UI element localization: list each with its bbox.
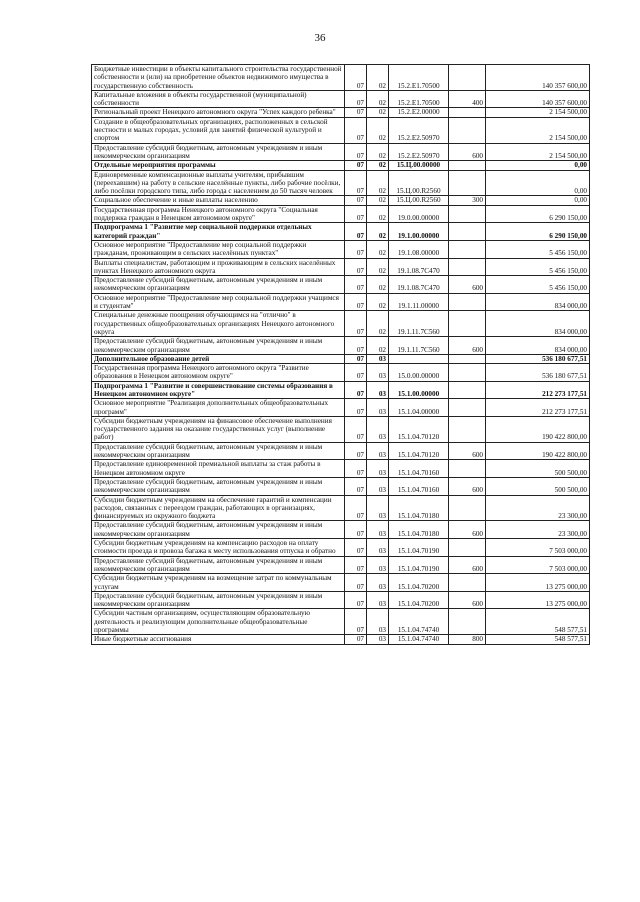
subsection-cell: 02 [367,293,389,311]
target-article-cell: 19.1.08.7С470 [389,258,449,276]
row-name-cell: Предоставление субсидий бюджетным, автономным учреждениям и иным некоммерческим организациям [92,337,345,355]
target-article-cell: 15.1.04.70200 [389,591,449,609]
section-cell: 07 [345,293,367,311]
table-row [92,205,590,223]
table-row [92,311,590,337]
amount-cell: 6 290 150,00 [486,205,590,223]
target-article-cell: 15.Ц.00.R2560 [389,170,449,196]
expense-type-cell: 600 [449,143,486,161]
expense-type-cell [449,117,486,143]
expense-type-cell: 600 [449,591,486,609]
row-name-cell: Специальные денежные поощрения обучающимся на "отлично" в государственных общеобразовательных организациях Ненецкого автономного округа [92,311,345,337]
table-row [92,521,590,539]
expense-type-cell: 600 [449,276,486,294]
section-cell: 07 [345,399,367,417]
amount-cell: 5 456 150,00 [486,240,590,258]
subsection-cell: 02 [367,240,389,258]
table-row [92,65,590,91]
amount-cell: 7 503 000,00 [486,539,590,557]
target-article-cell: 15.2.Е2.50970 [389,143,449,161]
row-name-cell: Предоставление единовременной премиальной выплаты за стаж работы в Ненецком автономном округе [92,460,345,478]
subsection-cell: 03 [367,364,389,382]
table-row [92,258,590,276]
expense-type-cell: 600 [449,337,486,355]
amount-cell: 6 290 150,00 [486,223,590,241]
target-article-cell: 15.Ц.00.00000 [389,161,449,170]
subsection-cell: 03 [367,354,389,363]
expense-type-cell: 800 [449,635,486,644]
subsection-cell: 02 [367,311,389,337]
expense-type-cell [449,240,486,258]
amount-cell: 2 154 500,00 [486,143,590,161]
section-cell: 07 [345,460,367,478]
expense-type-cell [449,460,486,478]
section-cell: 07 [345,276,367,294]
expense-type-cell: 300 [449,196,486,205]
section-cell: 07 [345,196,367,205]
row-name-cell: Субсидии бюджетным учреждениям на финансовое обеспечение выполнения государственного задания на оказание государственных услуг (выполнение работ) [92,416,345,442]
target-article-cell: 15.1.04.70180 [389,521,449,539]
amount-cell: 536 180 677,51 [486,354,590,363]
amount-cell: 0,00 [486,161,590,170]
section-cell: 07 [345,205,367,223]
target-article-cell: 15.1.04.70190 [389,539,449,557]
target-article-cell: 19.1.08.7С470 [389,276,449,294]
table-row [92,293,590,311]
row-name-cell: Основное мероприятие "Предоставление мер социальной поддержки гражданам, проживающим в сельских населённых пунктах" [92,240,345,258]
table-row [92,574,590,592]
expense-type-cell: 600 [449,477,486,495]
section-cell: 07 [345,337,367,355]
amount-cell: 23 300,00 [486,495,590,521]
section-cell: 07 [345,90,367,108]
section-cell: 07 [345,539,367,557]
expense-type-cell [449,416,486,442]
target-article-cell: 19.0.00.00000 [389,205,449,223]
section-cell: 07 [345,143,367,161]
subsection-cell: 03 [367,556,389,574]
subsection-cell: 02 [367,258,389,276]
section-cell: 07 [345,161,367,170]
target-article-cell: 19.1.11.7С560 [389,311,449,337]
amount-cell: 2 154 500,00 [486,117,590,143]
table-row [92,609,590,635]
section-cell: 07 [345,223,367,241]
table-row [92,460,590,478]
row-name-cell: Региональный проект Ненецкого автономного округа "Успех каждого ребенка" [92,108,345,117]
target-article-cell: 19.1.11.7С560 [389,337,449,355]
row-name-cell: Бюджетные инвестиции в объекты капитального строительства государственной собственности и (или) на приобретение объектов недвижимого имущества в государственную собственность [92,65,345,91]
table-row [92,381,590,399]
expense-type-cell [449,354,486,363]
expense-type-cell [449,381,486,399]
table-row [92,354,590,363]
subsection-cell: 03 [367,539,389,557]
section-cell: 07 [345,364,367,382]
target-article-cell: 15.1.04.70190 [389,556,449,574]
subsection-cell: 03 [367,591,389,609]
section-cell: 07 [345,381,367,399]
amount-cell: 536 180 677,51 [486,364,590,382]
section-cell: 07 [345,574,367,592]
section-cell: 07 [345,556,367,574]
expense-type-cell [449,609,486,635]
row-name-cell: Создание в общеобразовательных организациях, расположенных в сельской местности и малых городах, условий для занятий физической культурой и спортом [92,117,345,143]
expense-type-cell [449,65,486,91]
target-article-cell: 19.1.08.00000 [389,240,449,258]
amount-cell: 190 422 800,00 [486,416,590,442]
amount-cell: 140 357 600,00 [486,90,590,108]
expense-type-cell: 600 [449,442,486,460]
row-name-cell: Основное мероприятие "Предоставление мер социальной поддержки учащимся и студентам" [92,293,345,311]
row-name-cell: Единовременные компенсационные выплаты учителям, прибывшим (переехавшим) на работу в сельские населённые пункты, либо рабочие посёлки, либо посёлки городского типа, либо города с населением до 50 тысяч человек [92,170,345,196]
subsection-cell: 02 [367,196,389,205]
row-name-cell: Субсидии бюджетным учреждениям на компенсацию расходов на оплату стоимости проезда и провоза багажа к месту использования отпуска и обратно [92,539,345,557]
row-name-cell: Выплаты специалистам, работающим и проживающим в сельских населённых пунктах Ненецкого автономного округа [92,258,345,276]
row-name-cell: Капитальные вложения в объекты государственной (муниципальной) собственности [92,90,345,108]
table-row [92,556,590,574]
amount-cell: 548 577,51 [486,635,590,644]
table-row [92,223,590,241]
target-article-cell: 15.1.04.70180 [389,495,449,521]
target-article-cell: 15.1.04.70120 [389,442,449,460]
subsection-cell: 02 [367,223,389,241]
section-cell: 07 [345,240,367,258]
section-cell: 07 [345,258,367,276]
table-row [92,539,590,557]
amount-cell: 13 275 000,00 [486,591,590,609]
target-article-cell: 15.1.04.70160 [389,460,449,478]
budget-table [91,64,590,645]
row-name-cell: Предоставление субсидий бюджетным, автономным учреждениям и иным некоммерческим организациям [92,591,345,609]
section-cell: 07 [345,442,367,460]
table-row [92,416,590,442]
subsection-cell: 03 [367,521,389,539]
section-cell: 07 [345,117,367,143]
table-row [92,477,590,495]
subsection-cell: 02 [367,65,389,91]
target-article-cell: 15.1.04.70120 [389,416,449,442]
subsection-cell: 03 [367,574,389,592]
target-article-cell: 15.1.04.70160 [389,477,449,495]
subsection-cell: 02 [367,90,389,108]
expense-type-cell [449,495,486,521]
amount-cell: 834 000,00 [486,337,590,355]
expense-type-cell [449,364,486,382]
row-name-cell: Предоставление субсидий бюджетным, автономным учреждениям и иным некоммерческим организациям [92,521,345,539]
amount-cell: 834 000,00 [486,293,590,311]
amount-cell: 7 503 000,00 [486,556,590,574]
table-row [92,276,590,294]
amount-cell: 23 300,00 [486,521,590,539]
table-row [92,108,590,117]
subsection-cell: 02 [367,161,389,170]
row-name-cell: Дополнительное образование детей [92,354,345,363]
expense-type-cell [449,170,486,196]
target-article-cell: 15.2.Е2.50970 [389,117,449,143]
amount-cell: 5 456 150,00 [486,258,590,276]
target-article-cell: 19.1.00.00000 [389,223,449,241]
amount-cell: 834 000,00 [486,311,590,337]
row-name-cell: Социальное обеспечение и иные выплаты населению [92,196,345,205]
table-row [92,170,590,196]
budget-table-body [92,65,590,645]
subsection-cell: 02 [367,117,389,143]
expense-type-cell: 600 [449,556,486,574]
table-row [92,117,590,143]
section-cell: 07 [345,311,367,337]
target-article-cell: 15.2.Е1.70500 [389,90,449,108]
amount-cell: 500 500,00 [486,460,590,478]
subsection-cell: 03 [367,477,389,495]
subsection-cell: 03 [367,609,389,635]
target-article-cell: 19.1.11.00000 [389,293,449,311]
row-name-cell: Субсидии бюджетным учреждениям на обеспечение гарантий и компенсации расходов, связанных с переездом граждан, работающих в организациях, финансируемых из окружного бюджета [92,495,345,521]
target-article-cell: 15.1.04.70200 [389,574,449,592]
table-row [92,495,590,521]
section-cell: 07 [345,416,367,442]
amount-cell: 0,00 [486,170,590,196]
table-row [92,240,590,258]
table-row [92,337,590,355]
row-name-cell: Подпрограмма 1 "Развитие мер социальной поддержки отдельных категорий граждан" [92,223,345,241]
target-article-cell: 15.2.Е2.00000 [389,108,449,117]
section-cell: 07 [345,521,367,539]
row-name-cell: Подпрограмма 1 "Развитие и совершенствование системы образования в Ненецком автономном округе" [92,381,345,399]
expense-type-cell: 600 [449,521,486,539]
table-row [92,364,590,382]
table-row [92,143,590,161]
amount-cell: 2 154 500,00 [486,108,590,117]
target-article-cell [389,354,449,363]
table-row [92,161,590,170]
subsection-cell: 03 [367,460,389,478]
section-cell: 07 [345,635,367,644]
table-row [92,196,590,205]
section-cell: 07 [345,108,367,117]
amount-cell: 13 275 000,00 [486,574,590,592]
expense-type-cell [449,311,486,337]
expense-type-cell [449,205,486,223]
row-name-cell: Государственная программа Ненецкого автономного округа "Развитие образования в Ненецком автономном округе" [92,364,345,382]
expense-type-cell: 400 [449,90,486,108]
expense-type-cell [449,223,486,241]
page-number: 36 [314,32,326,44]
target-article-cell: 15.1.00.00000 [389,381,449,399]
section-cell: 07 [345,170,367,196]
expense-type-cell [449,258,486,276]
subsection-cell: 02 [367,276,389,294]
subsection-cell: 03 [367,442,389,460]
expense-type-cell [449,108,486,117]
target-article-cell: 15.2.Е1.70500 [389,65,449,91]
section-cell: 07 [345,477,367,495]
table-row [92,635,590,644]
row-name-cell: Основное мероприятие "Реализация дополнительных общеобразовательных программ" [92,399,345,417]
amount-cell: 5 456 150,00 [486,276,590,294]
amount-cell: 500 500,00 [486,477,590,495]
row-name-cell: Субсидии частным организациям, осуществляющим образовательную деятельность и реализующим дополнительные общеобразовательные программы [92,609,345,635]
amount-cell: 212 273 177,51 [486,381,590,399]
row-name-cell: Предоставление субсидий бюджетным, автономным учреждениям и иным некоммерческим организациям [92,143,345,161]
amount-cell: 212 273 177,51 [486,399,590,417]
subsection-cell: 02 [367,143,389,161]
target-article-cell: 15.1.04.00000 [389,399,449,417]
row-name-cell: Иные бюджетные ассигнования [92,635,345,644]
row-name-cell: Предоставление субсидий бюджетным, автономным учреждениям и иным некоммерческим организациям [92,477,345,495]
expense-type-cell [449,399,486,417]
expense-type-cell [449,293,486,311]
row-name-cell: Субсидии бюджетным учреждениям на возмещение затрат по коммунальным услугам [92,574,345,592]
target-article-cell: 15.Ц.00.R2560 [389,196,449,205]
section-cell: 07 [345,609,367,635]
row-name-cell: Предоставление субсидий бюджетным, автономным учреждениям и иным некоммерческим организациям [92,442,345,460]
subsection-cell: 03 [367,381,389,399]
subsection-cell: 02 [367,170,389,196]
expense-type-cell [449,539,486,557]
subsection-cell: 03 [367,399,389,417]
row-name-cell: Предоставление субсидий бюджетным, автономным учреждениям и иным некоммерческим организациям [92,556,345,574]
row-name-cell: Государственная программа Ненецкого автономного округа "Социальная поддержка граждан в Ненецком автономном округе" [92,205,345,223]
table-row [92,591,590,609]
table-row [92,399,590,417]
expense-type-cell [449,161,486,170]
amount-cell: 190 422 800,00 [486,442,590,460]
target-article-cell: 15.1.04.74740 [389,635,449,644]
amount-cell: 548 577,51 [486,609,590,635]
section-cell: 07 [345,591,367,609]
subsection-cell: 02 [367,205,389,223]
section-cell: 07 [345,65,367,91]
subsection-cell: 02 [367,108,389,117]
row-name-cell: Предоставление субсидий бюджетным, автономным учреждениям и иным некоммерческим организациям [92,276,345,294]
subsection-cell: 03 [367,635,389,644]
table-row [92,90,590,108]
subsection-cell: 03 [367,495,389,521]
expense-type-cell [449,574,486,592]
row-name-cell: Отдельные мероприятия программы [92,161,345,170]
subsection-cell: 03 [367,416,389,442]
amount-cell: 0,00 [486,196,590,205]
amount-cell: 140 357 600,00 [486,65,590,91]
subsection-cell: 02 [367,337,389,355]
section-cell: 07 [345,354,367,363]
target-article-cell: 15.1.04.74740 [389,609,449,635]
target-article-cell: 15.0.00.00000 [389,364,449,382]
table-row [92,442,590,460]
section-cell: 07 [345,495,367,521]
